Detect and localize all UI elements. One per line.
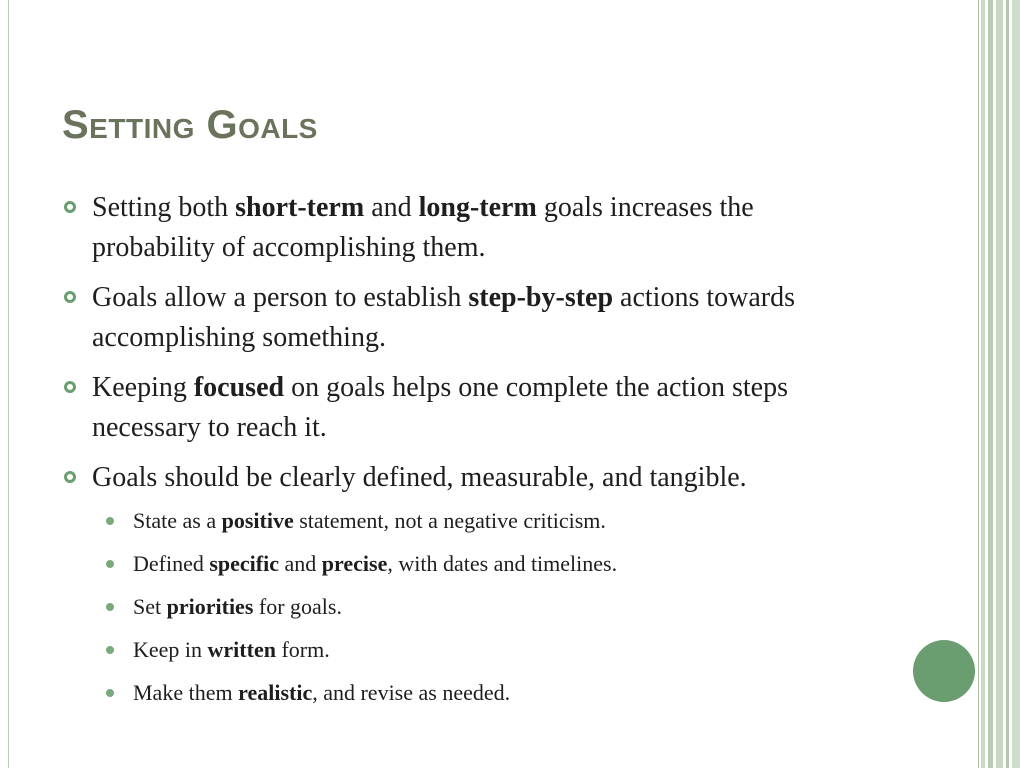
bullet-item	[62, 188, 882, 268]
bold-text: short-term	[235, 192, 365, 223]
sub-bullet-list	[62, 506, 882, 708]
bullet-text	[92, 192, 754, 263]
sub-bullet-item	[62, 635, 882, 665]
left-border-line	[8, 0, 9, 768]
dot-bullet-icon	[106, 560, 114, 568]
bold-text: precise	[321, 551, 388, 576]
bullet-item	[62, 278, 882, 358]
text-run: Setting both	[92, 192, 236, 223]
bullet-text	[92, 282, 795, 353]
text-run: goals increases the probability of accomplishing them.	[92, 192, 754, 263]
sub-bullet-text	[133, 594, 342, 619]
bold-text: step-by-step	[468, 282, 614, 313]
bold-text: long-term	[418, 192, 537, 223]
ring-bullet-icon	[64, 381, 76, 393]
slide-title: Setting Goals	[62, 103, 318, 147]
bold-text: priorities	[166, 594, 254, 619]
text-run: on goals helps one complete the action steps necessary to reach it.	[92, 372, 788, 443]
green-circle-icon	[913, 640, 975, 702]
dot-bullet-icon	[106, 603, 114, 611]
sub-bullet-item	[62, 592, 882, 622]
sub-bullet-item	[62, 506, 882, 536]
bullet-list	[62, 188, 882, 721]
text-run: Goals allow a person to establish	[92, 282, 469, 313]
bold-text: specific	[209, 551, 280, 576]
dot-bullet-icon	[106, 517, 114, 525]
ring-bullet-icon	[64, 201, 76, 213]
stripe	[1012, 0, 1020, 768]
text-run: Defined	[133, 551, 210, 576]
sub-bullet-text	[133, 551, 617, 576]
bullet-item	[62, 458, 882, 498]
text-run: Make them	[133, 680, 239, 705]
sub-bullet-text	[133, 680, 510, 705]
bold-text: focused	[193, 372, 285, 403]
text-run: State as a	[133, 508, 222, 533]
text-run: Goals should be clearly defined, measurable, and tangible.	[92, 462, 747, 493]
sub-bullet-item	[62, 549, 882, 579]
stripe	[978, 0, 979, 768]
sub-bullet-item	[62, 678, 882, 708]
bold-text: positive	[221, 508, 294, 533]
dot-bullet-icon	[106, 646, 114, 654]
text-run: form.	[275, 637, 330, 662]
text-run: and	[364, 192, 419, 223]
text-run: statement, not a negative criticism.	[293, 508, 606, 533]
text-run: and	[279, 551, 322, 576]
text-run: , with dates and timelines.	[387, 551, 618, 576]
ring-bullet-icon	[64, 471, 76, 483]
sub-bullet-text	[133, 508, 606, 533]
right-stripe-band	[976, 0, 1024, 768]
text-run: Keep in	[133, 637, 208, 662]
bullet-text	[92, 372, 788, 443]
ring-bullet-icon	[64, 291, 76, 303]
text-run: Keeping	[92, 372, 194, 403]
stripe	[981, 0, 985, 768]
dot-bullet-icon	[106, 689, 114, 697]
text-run: , and revise as needed.	[312, 680, 511, 705]
bold-text: written	[207, 637, 276, 662]
bullet-text	[92, 462, 747, 493]
bold-text: realistic	[238, 680, 313, 705]
stripe	[988, 0, 993, 768]
stripe	[1006, 0, 1009, 768]
text-run: actions towards accomplishing something.	[92, 282, 796, 353]
bullet-item	[62, 368, 882, 448]
stripe	[996, 0, 1003, 768]
text-run: for goals.	[253, 594, 342, 619]
text-run: Set	[133, 594, 167, 619]
sub-bullet-text	[133, 637, 330, 662]
